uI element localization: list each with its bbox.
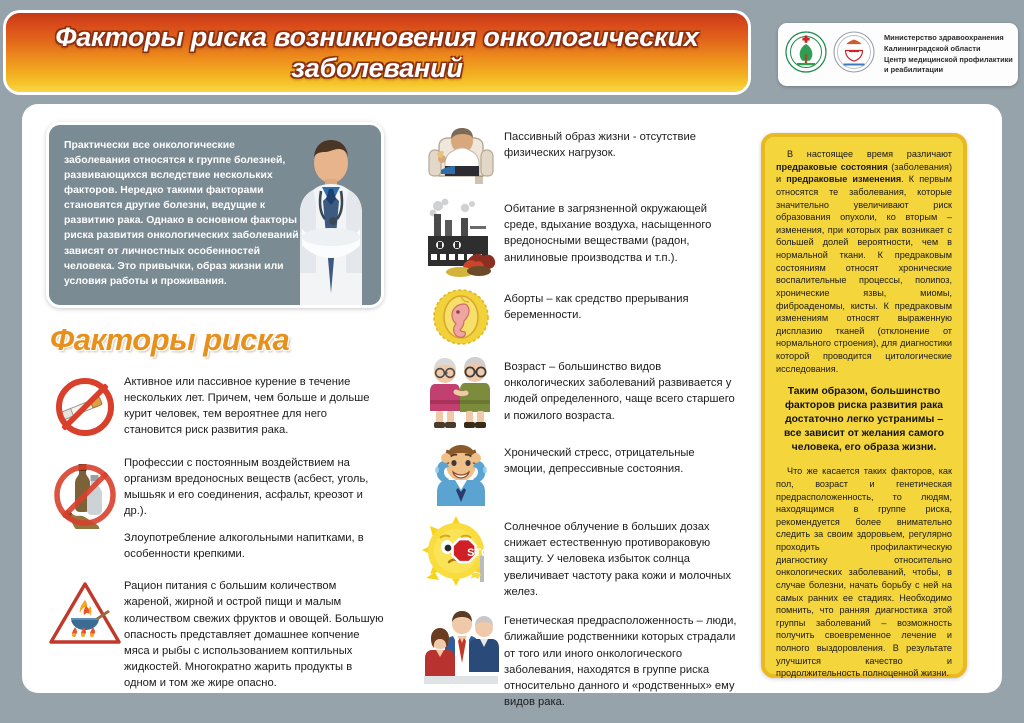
page-title: Факторы риска возникновения онкологических заболеваний (55, 22, 699, 83)
ministry-health-emblem (784, 30, 828, 79)
risk-factor-item (418, 198, 738, 278)
risk-factor-text (124, 453, 386, 563)
risk-factor-item (418, 442, 738, 506)
risk-factor-item (418, 288, 738, 346)
risk-factor-text: Возраст – большинство видов онкологических заболеваний развивается у людей определенного, чаще всего старшего и пожилого возраста. (504, 361, 735, 422)
no-alcohol-icon (46, 453, 124, 529)
prevention-center-emblem (832, 30, 876, 79)
ministry-line-1: Министерство здравоохранения (884, 33, 1004, 43)
precancer-text-3: . К первым относятся те заболевания, которые значительно увеличивают риск образования опухоли, ко вторым – изменения, при которых рак возникает с большей долей вероятности, чем в нормальной ткани. К предраковым состояниям относят хронические воспалительные процессы, полипоз, хронические язвы, миомы, фиброаденомы, кисты. К предраковым изменениям относят выраженную дисплазию тканей (отклонение от нормального строения), для диагностики которой проводится цитологические исследования. (776, 174, 952, 374)
stressed-person-icon (418, 442, 504, 506)
middle-column (418, 126, 738, 721)
risk-factors-heading: Факторы риска (50, 322, 290, 357)
risk-factor-text: Обитание в загрязненной окружающей среде, вдыхание воздуха, насыщенного вредоносными веществами (радон, анилиновые производства и т.п.). (504, 203, 712, 264)
risk-factor-item (46, 453, 386, 563)
risk-factor-text (124, 576, 386, 691)
no-smoking-icon (46, 372, 124, 438)
risk-factor-text: Солнечное облучение в больших дозах снижает естественную противораковую защиту. У человека избыток солнца увеличивает частоту рака кожи и молочных желез. (504, 521, 731, 598)
precancer-text-1: В настоящее время различают (787, 149, 952, 159)
ministry-line-3: Центр медицинской профилактики (884, 54, 1013, 64)
left-column (46, 122, 386, 691)
conclusion-highlight: Таким образом, большинство факторов риска развития рака достаточно легко устранимы – все зависит от желания самого человека, его образа жизни. (783, 386, 945, 454)
poster-header-bar (6, 13, 748, 92)
risk-factor-paragraph: Активное или пассивное курение в течение нескольких лет. Причем, чем больше и дольше курит человек, тем вероятнее для него становится риск развития рака. (124, 376, 370, 437)
risk-factor-item (418, 356, 738, 432)
ministry-name-block (884, 33, 1013, 75)
info-panel-yellow (761, 133, 967, 678)
risk-factor-text (124, 372, 386, 439)
risk-factor-text: Хронический стресс, отрицательные эмоции, депрессивные состояния. (504, 447, 695, 476)
risk-factor-item (46, 576, 386, 691)
precancer-bold-2: предраковые изменения (786, 174, 902, 185)
risk-factor-paragraph: Рацион питания с большим количеством жареной, жирной и острой пищи и малым количеством свежих фруктов и овощей. Большую опасность представляет домашнее копчение мяса и рыбы с использованием коптильных жидкостей. Многократно жарить продукты в одном и том же жире опасно. (124, 580, 384, 689)
intro-text: Практически все онкологические заболевания относятся к группе болезней, развивающихся вследствие нескольких факторов. Нередко такими факторами становятся другие болезни, ведущие к развитию рака. Однако в основном факторы риска развития онкологических заболеваний зависят от личностных особенностей человека. Это привычки, образ жизни или условия работы и проживания. (64, 140, 299, 287)
risk-factor-text: Генетическая предрасположенность – люди, ближайшие родственники которых страдали от того или иного онкологического заболевания, находятся в группе риска относительно данного и «родственных» ему видов рака. (504, 615, 737, 709)
elderly-couple-icon (418, 356, 504, 432)
risk-factor-text: Аборты – как средство прерывания беременности. (504, 293, 689, 322)
doctor-illustration (283, 133, 379, 305)
family-genetics-icon (418, 610, 504, 684)
polluted-factory-icon (418, 198, 504, 278)
prevention-paragraph: Что же касается таких факторов, как пол, возраст и генетическая предрасположенность, то людям, находящимся в группе риска, рекомендуется более внимательно следить за своим здоровьем, регулярно проходить профилактическую диагностику относительно онкологических заболеваний, чтобы, в случае болезни, начать борьбу с ней на самых ранних ее стадиях. Необходимо помнить, что ранняя диагностика этой группы заболеваний – возможность получить своевременное лечение и полного выздоровления. В результате улучшится качество и продолжительность полноценной жизни. (776, 466, 952, 679)
risk-factor-item (418, 610, 738, 710)
fried-food-warning-icon (46, 576, 124, 646)
sun-stop-sign-icon (418, 516, 504, 592)
precancer-bold-1: предраковые состояния (776, 161, 888, 172)
risk-factor-paragraph: Злоупотребление алкогольными напитками, в особенности крепкими. (124, 532, 364, 561)
abortion-embryo-icon (418, 288, 504, 346)
risk-factor-item (46, 372, 386, 439)
risk-factor-text: Пассивный образ жизни - отсутствие физических нагрузок. (504, 131, 696, 160)
ministry-logo-box (778, 23, 1018, 86)
precancer-text-2: (заболевания) и (776, 161, 952, 185)
ministry-line-4: и реабилитации (884, 65, 944, 75)
sedentary-man-armchair-icon (418, 126, 504, 188)
intro-panel (46, 122, 384, 308)
svg-text:STOP: STOP (467, 547, 497, 559)
risk-factor-paragraph: Профессии с постоянным воздействием на организм вредоносных веществ (асбест, уголь, мышьяк и его соединения, асфальт, креозот и др.). (124, 456, 369, 517)
risk-factor-item (418, 126, 738, 188)
risk-factor-item (418, 516, 738, 600)
precancer-paragraph (776, 148, 952, 375)
ministry-line-2: Калининградской области (884, 43, 981, 53)
